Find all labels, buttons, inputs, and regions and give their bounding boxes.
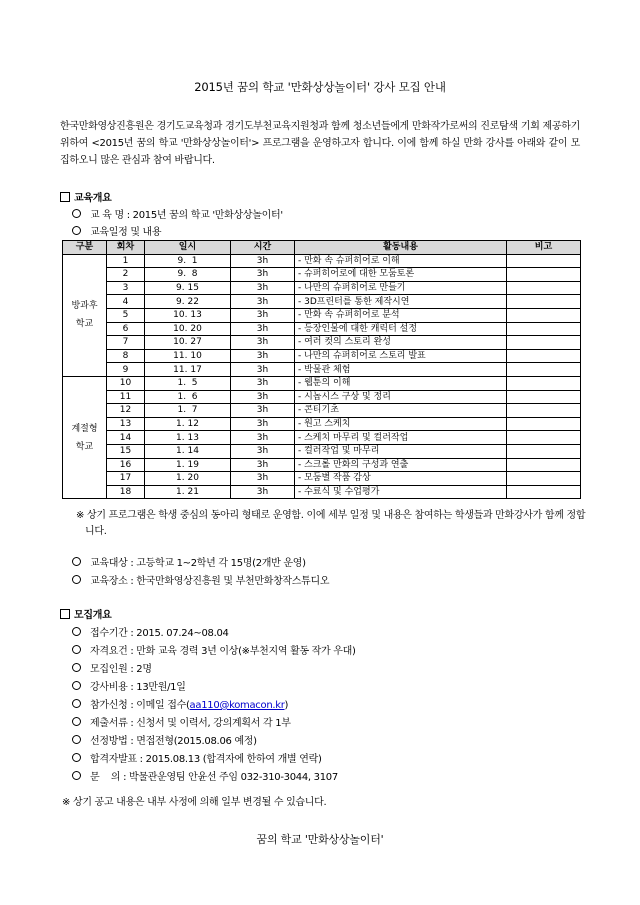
remarks-cell bbox=[507, 363, 581, 377]
activity-cell: - 만화 속 슈퍼히어로 분석 bbox=[295, 308, 507, 322]
list-item-location: 교육장소 : 한국만화영상진흥원 및 부천만화창작스튜디오 bbox=[72, 572, 329, 587]
header-cell-remarks: 비고 bbox=[507, 241, 581, 255]
section-heading-education: 교육개요 bbox=[60, 189, 111, 204]
date-cell: 9. 22 bbox=[145, 295, 231, 309]
remarks-cell bbox=[507, 322, 581, 336]
time-cell: 3h bbox=[231, 322, 295, 336]
date-cell: 1. 6 bbox=[145, 390, 231, 404]
activity-cell: - 웹툰의 이해 bbox=[295, 376, 507, 390]
session-cell: 4 bbox=[107, 295, 145, 309]
schedule-table bbox=[62, 240, 581, 499]
time-cell: 3h bbox=[231, 268, 295, 282]
remarks-cell bbox=[507, 485, 581, 499]
time-cell: 3h bbox=[231, 363, 295, 377]
activity-cell: - 스케치 마무리 및 컬러작업 bbox=[295, 431, 507, 445]
table-row bbox=[63, 295, 581, 309]
session-cell: 2 bbox=[107, 268, 145, 282]
circle-bullet-icon bbox=[72, 645, 81, 654]
time-cell: 3h bbox=[231, 431, 295, 445]
date-cell: 10. 27 bbox=[145, 336, 231, 350]
circle-bullet-icon bbox=[72, 557, 81, 566]
activity-cell: - 만화 속 슈퍼히어로 이해 bbox=[295, 254, 507, 268]
circle-bullet-icon bbox=[72, 575, 81, 584]
time-cell: 3h bbox=[231, 444, 295, 458]
circle-bullet-icon bbox=[72, 717, 81, 726]
table-row bbox=[63, 281, 581, 295]
time-cell: 3h bbox=[231, 458, 295, 472]
list-item-fee: 강사비용 : 13만원/1일 bbox=[72, 678, 186, 693]
table-row bbox=[63, 376, 581, 390]
activity-cell: - 콘티기초 bbox=[295, 404, 507, 418]
date-cell: 1. 7 bbox=[145, 404, 231, 418]
remarks-cell bbox=[507, 268, 581, 282]
session-cell: 9 bbox=[107, 363, 145, 377]
table-row bbox=[63, 431, 581, 445]
header-cell-activity: 활동내용 bbox=[295, 241, 507, 255]
activity-cell: - 모둠별 작품 감상 bbox=[295, 472, 507, 486]
remarks-cell bbox=[507, 390, 581, 404]
list-item-period: 접수기간 : 2015. 07.24~08.04 bbox=[72, 624, 229, 639]
intro-paragraph: 한국만화영상진흥원은 경기도교육청과 경기도부천교육지원청과 함께 청소년들에게 만화작가로써의 진로탐색 기회 제공하기 위하여 <2015년 꿈의 학교 '만화상상놀이터'> 프로그램을 운영하고자 합니다. 이에 함께 하실 만화 강사를 아래와 같이 모집하오니 많은 관심과 참여 바랍니다. bbox=[60, 121, 580, 166]
time-cell: 3h bbox=[231, 349, 295, 363]
table-row bbox=[63, 254, 581, 268]
session-cell: 3 bbox=[107, 281, 145, 295]
time-cell: 3h bbox=[231, 417, 295, 431]
session-cell: 14 bbox=[107, 431, 145, 445]
date-cell: 1. 5 bbox=[145, 376, 231, 390]
circle-bullet-icon bbox=[72, 771, 81, 780]
remarks-cell bbox=[507, 417, 581, 431]
program-note: ※ 상기 프로그램은 학생 중심의 동아리 형태로 운영함. 이에 세부 일정 및 내용은 참여하는 학생들과 만화강사가 함께 정합니다. bbox=[76, 510, 586, 537]
time-cell: 3h bbox=[231, 281, 295, 295]
activity-cell: - 시놉시스 구상 및 정리 bbox=[295, 390, 507, 404]
time-cell: 3h bbox=[231, 308, 295, 322]
activity-cell: - 나만의 슈퍼히어로 스토리 발표 bbox=[295, 349, 507, 363]
session-cell: 1 bbox=[107, 254, 145, 268]
list-item-selection: 선정방법 : 면접전형(2015.08.06 예정) bbox=[72, 732, 257, 747]
list-item-qualification: 자격요건 : 만화 교육 경력 3년 이상(※부천지역 활동 작가 우대) bbox=[72, 642, 356, 657]
table-row bbox=[63, 308, 581, 322]
activity-cell: - 슈퍼히어로에 대한 모둠토론 bbox=[295, 268, 507, 282]
checkbox-square-icon bbox=[60, 192, 70, 202]
activity-cell: - 스크롤 만화의 구성과 연출 bbox=[295, 458, 507, 472]
group-cell: 계절형 학교 bbox=[63, 376, 107, 498]
table-row bbox=[63, 417, 581, 431]
list-item-documents: 제출서류 : 신청서 및 이력서, 강의계획서 각 1부 bbox=[72, 714, 291, 729]
time-cell: 3h bbox=[231, 295, 295, 309]
activity-cell: - 등장인물에 대한 캐릭터 설정 bbox=[295, 322, 507, 336]
date-cell: 9. 15 bbox=[145, 281, 231, 295]
time-cell: 3h bbox=[231, 376, 295, 390]
session-cell: 15 bbox=[107, 444, 145, 458]
activity-cell: - 원고 스케치 bbox=[295, 417, 507, 431]
list-item-headcount: 모집인원 : 2명 bbox=[72, 660, 152, 675]
remarks-cell bbox=[507, 444, 581, 458]
session-cell: 6 bbox=[107, 322, 145, 336]
time-cell: 3h bbox=[231, 390, 295, 404]
table-row bbox=[63, 336, 581, 350]
date-cell: 1. 12 bbox=[145, 417, 231, 431]
header-cell-session: 회차 bbox=[107, 241, 145, 255]
activity-cell: - 수료식 및 수업평가 bbox=[295, 485, 507, 499]
list-item-target: 교육대상 : 고등학교 1~2학년 각 15명(2개반 운영) bbox=[72, 554, 306, 569]
checkbox-square-icon bbox=[60, 609, 70, 619]
date-cell: 1. 13 bbox=[145, 431, 231, 445]
date-cell: 1. 20 bbox=[145, 472, 231, 486]
date-cell: 10. 13 bbox=[145, 308, 231, 322]
session-cell: 10 bbox=[107, 376, 145, 390]
remarks-cell bbox=[507, 308, 581, 322]
activity-cell: - 나만의 슈퍼히어로 만들기 bbox=[295, 281, 507, 295]
list-item-course-name: 교 육 명 : 2015년 꿈의 학교 '만화상상놀이터' bbox=[72, 206, 283, 221]
table-row bbox=[63, 472, 581, 486]
table-row bbox=[63, 349, 581, 363]
remarks-cell bbox=[507, 404, 581, 418]
table-row bbox=[63, 444, 581, 458]
time-cell: 3h bbox=[231, 485, 295, 499]
session-cell: 16 bbox=[107, 458, 145, 472]
list-item-announcement: 합격자발표 : 2015.08.13 (합격자에 한하여 개별 연락) bbox=[72, 750, 322, 765]
circle-bullet-icon bbox=[72, 627, 81, 636]
table-row bbox=[63, 390, 581, 404]
time-cell: 3h bbox=[231, 404, 295, 418]
email-link[interactable]: aa110@komacon.kr bbox=[189, 700, 285, 711]
date-cell: 9. 8 bbox=[145, 268, 231, 282]
circle-bullet-icon bbox=[72, 226, 81, 235]
table-row bbox=[63, 363, 581, 377]
date-cell: 1. 14 bbox=[145, 444, 231, 458]
circle-bullet-icon bbox=[72, 681, 81, 690]
table-row bbox=[63, 485, 581, 499]
circle-bullet-icon bbox=[72, 663, 81, 672]
list-item-application: 참가신청 : 이메일 접수(aa110@komacon.kr) bbox=[72, 696, 288, 711]
remarks-cell bbox=[507, 458, 581, 472]
table-row bbox=[63, 268, 581, 282]
section-heading-recruitment: 모집개요 bbox=[60, 606, 111, 621]
closing-title: 꿈의 학교 '만화상상놀이터' bbox=[256, 833, 384, 846]
remarks-cell bbox=[507, 336, 581, 350]
date-cell: 9. 1 bbox=[145, 254, 231, 268]
header-cell-date: 일시 bbox=[145, 241, 231, 255]
activity-cell: - 컬러작업 및 마무리 bbox=[295, 444, 507, 458]
time-cell: 3h bbox=[231, 254, 295, 268]
table-row bbox=[63, 458, 581, 472]
circle-bullet-icon bbox=[72, 209, 81, 218]
session-cell: 17 bbox=[107, 472, 145, 486]
page-title: 2015년 꿈의 학교 '만화상상놀이터' 강사 모집 안내 bbox=[194, 80, 446, 94]
remarks-cell bbox=[507, 281, 581, 295]
remarks-cell bbox=[507, 431, 581, 445]
time-cell: 3h bbox=[231, 472, 295, 486]
activity-cell: - 여러 컷의 스토리 완성 bbox=[295, 336, 507, 350]
date-cell: 11. 17 bbox=[145, 363, 231, 377]
list-item-schedule: 교육일정 및 내용 bbox=[72, 223, 161, 238]
date-cell: 1. 21 bbox=[145, 485, 231, 499]
header-cell-time: 시간 bbox=[231, 241, 295, 255]
session-cell: 8 bbox=[107, 349, 145, 363]
table-row bbox=[63, 404, 581, 418]
session-cell: 18 bbox=[107, 485, 145, 499]
session-cell: 13 bbox=[107, 417, 145, 431]
list-item-contact: 문 의 : 박물관운영팀 안윤선 주임 032-310-3044, 3107 bbox=[72, 768, 338, 783]
date-cell: 1. 19 bbox=[145, 458, 231, 472]
session-cell: 12 bbox=[107, 404, 145, 418]
activity-cell: - 3D프린터를 통한 제작시연 bbox=[295, 295, 507, 309]
remarks-cell bbox=[507, 349, 581, 363]
group-cell: 방과후 학교 bbox=[63, 254, 107, 376]
session-cell: 11 bbox=[107, 390, 145, 404]
session-cell: 5 bbox=[107, 308, 145, 322]
remarks-cell bbox=[507, 254, 581, 268]
date-cell: 10. 20 bbox=[145, 322, 231, 336]
table-row bbox=[63, 322, 581, 336]
activity-cell: - 박물관 체험 bbox=[295, 363, 507, 377]
circle-bullet-icon bbox=[72, 699, 81, 708]
session-cell: 7 bbox=[107, 336, 145, 350]
header-cell-category: 구분 bbox=[63, 241, 107, 255]
circle-bullet-icon bbox=[72, 735, 81, 744]
footnote: ※ 상기 공고 내용은 내부 사정에 의해 일부 변경될 수 있습니다. bbox=[62, 797, 327, 808]
remarks-cell bbox=[507, 295, 581, 309]
date-cell: 11. 10 bbox=[145, 349, 231, 363]
table-header-row bbox=[63, 241, 581, 255]
time-cell: 3h bbox=[231, 336, 295, 350]
remarks-cell bbox=[507, 376, 581, 390]
remarks-cell bbox=[507, 472, 581, 486]
circle-bullet-icon bbox=[72, 753, 81, 762]
